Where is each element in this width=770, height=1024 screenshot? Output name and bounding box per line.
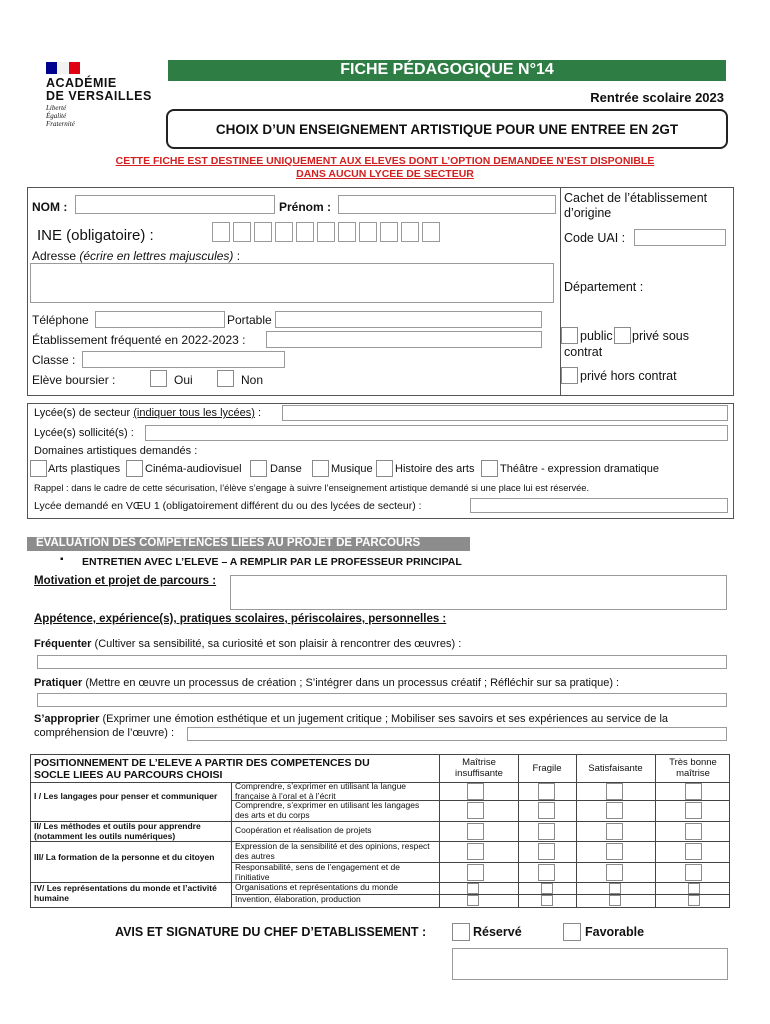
rating-checkbox[interactable] [538, 783, 555, 800]
logo [46, 62, 156, 132]
arts-plastiques-checkbox[interactable] [30, 460, 47, 477]
item-3-2: Responsabilité, sens de l’engagement et de l’initiative [235, 862, 400, 882]
musique-checkbox[interactable] [312, 460, 329, 477]
col-maitrise-insuffisante: Maîtrise insuffisante [455, 757, 503, 779]
sapproprier-text: (Exprimer une émotion esthétique et un jugement critique ; Mobiliser ses savoirs et ses expériences au service de la [99, 713, 669, 725]
lycee-secteur-hint: (indiquer tous les lycées) [133, 407, 255, 419]
rating-checkbox[interactable] [467, 895, 479, 906]
nom-label: NOM : [32, 200, 68, 214]
domaine-histoire-arts: Histoire des arts [395, 463, 475, 475]
rating-checkbox[interactable] [606, 783, 623, 800]
ine-char-box[interactable] [359, 222, 377, 242]
rating-checkbox[interactable] [467, 802, 484, 819]
rating-checkbox[interactable] [467, 883, 479, 894]
rating-checkbox[interactable] [467, 843, 484, 860]
code-uai-field[interactable] [634, 229, 726, 246]
ine-char-box[interactable] [401, 222, 419, 242]
prive-hors-label: privé hors contrat [580, 369, 677, 383]
rating-checkbox[interactable] [467, 864, 484, 881]
item-4-1: Organisations et représentations du monde [235, 882, 399, 892]
oui-label: Oui [174, 373, 193, 387]
domaine-danse: Danse [270, 463, 302, 475]
col-tres-bonne: Très bonne maîtrise [669, 757, 717, 779]
lycee-secteur-label [34, 407, 261, 419]
telephone-field[interactable] [95, 311, 225, 328]
pratiquer-label [34, 677, 619, 689]
domaine-arts-plastiques: Arts plastiques [48, 463, 121, 475]
school-year: Rentrée scolaire 2023 [590, 90, 724, 105]
lycee-secteur-text: Lycée(s) de secteur [34, 407, 131, 419]
socle-header-2: SOCLE LIEES AU PARCOURS CHOISI [34, 769, 223, 781]
cinema-checkbox[interactable] [126, 460, 143, 477]
telephone-label: Téléphone [32, 313, 89, 327]
voeu1-label: Lycée demandé en VŒU 1 (obligatoirement différent du ou des lycées de secteur) : [34, 500, 422, 512]
sapproprier-label [34, 713, 668, 725]
adresse-field[interactable] [30, 263, 554, 303]
rating-checkbox[interactable] [606, 823, 623, 840]
adresse-hint: (écrire en lettres majuscules) [79, 249, 234, 263]
public-checkbox[interactable] [561, 327, 578, 344]
prive-hors-contrat-checkbox[interactable] [561, 367, 578, 384]
non-label: Non [241, 373, 264, 387]
etablissement-label: Établissement fréquenté en 2022-2023 : [32, 333, 246, 347]
favorable-checkbox[interactable] [563, 923, 581, 941]
frequenter-label [34, 638, 461, 650]
favorable-label: Favorable [585, 925, 645, 939]
appetence-label: Appétence, expérience(s), pratiques scolaires, périscolaires, personnelles : [34, 613, 447, 625]
rating-checkbox[interactable] [538, 802, 555, 819]
item-1-2: Comprendre, s’exprimer en utilisant les langages des arts et du corps [235, 800, 420, 820]
boursier-label: Elève boursier : [32, 373, 116, 387]
notice-line1: CETTE FICHE EST DESTINEE UNIQUEMENT AUX ELEVES DONT L’OPTION DEMANDEE N’EST DISPONIBLE [115, 155, 655, 167]
sapproprier-label-2: compréhension de l’œuvre) : [34, 727, 175, 739]
item-3-1: Expression de la sensibilité et des opinions, respect des autres [235, 841, 430, 861]
histoire-arts-checkbox[interactable] [376, 460, 393, 477]
marianne-logo-icon [46, 62, 80, 74]
logo-motto-2: Égalité [46, 112, 67, 120]
danse-checkbox[interactable] [250, 460, 267, 477]
departement-label: Département : [564, 280, 644, 294]
code-uai-label: Code UAI : [564, 231, 626, 245]
col-satisfaisante: Satisfaisante [588, 763, 643, 774]
identity-divider [560, 187, 561, 396]
rating-checkbox[interactable] [688, 895, 700, 906]
rating-checkbox[interactable] [541, 883, 553, 894]
cachet-label-1: Cachet de l’établissement [564, 191, 708, 205]
signature-field[interactable] [452, 948, 728, 980]
rating-checkbox[interactable] [467, 783, 484, 800]
lycee-sollicite-label: Lycée(s) sollicité(s) : [34, 427, 134, 439]
bullet: ▪ [60, 554, 64, 565]
rating-checkbox[interactable] [685, 864, 702, 881]
voeu1-field[interactable] [470, 498, 728, 513]
ine-char-box[interactable] [275, 222, 293, 242]
pratiquer-field[interactable] [37, 693, 727, 707]
adresse-label-text: Adresse [32, 249, 77, 263]
prive-sous-contrat-checkbox[interactable] [614, 327, 631, 344]
rating-checkbox[interactable] [541, 895, 553, 906]
rating-checkbox[interactable] [538, 843, 555, 860]
etablissement-field[interactable] [266, 331, 542, 348]
entretien-label: ENTRETIEN AVEC L’ELEVE – A REMPLIR PAR LE PROFESSEUR PRINCIPAL [82, 556, 462, 568]
theatre-checkbox[interactable] [481, 460, 498, 477]
adresse-label [32, 249, 240, 263]
socle-header-1: POSITIONNEMENT DE L’ELEVE A PARTIR DES COMPETENCES DU [34, 757, 370, 769]
ine-char-box[interactable] [233, 222, 251, 242]
ine-char-box[interactable] [422, 222, 440, 242]
notice-line2: DANS AUCUN LYCEE DE SECTEUR [296, 168, 474, 180]
rating-checkbox[interactable] [538, 823, 555, 840]
prenom-label: Prénom : [279, 200, 332, 214]
rating-checkbox[interactable] [606, 864, 623, 881]
lycee-sollicite-field[interactable] [145, 425, 728, 441]
ine-char-box[interactable] [317, 222, 335, 242]
ine-char-box[interactable] [338, 222, 356, 242]
classe-label: Classe : [32, 353, 76, 367]
logo-motto-1: Liberté [46, 104, 67, 112]
sapproprier-title: S’approprier [34, 713, 100, 725]
rating-checkbox[interactable] [467, 823, 484, 840]
item-2-1: Coopération et réalisation de projets [235, 825, 372, 835]
domaine-theatre: Théâtre - expression dramatique [500, 463, 659, 475]
domaines-label: Domaines artistiques demandés : [34, 445, 198, 457]
rappel-text: Rappel : dans le cadre de cette sécurisation, l’élève s’engage à suivre l’enseignement artistique demandé si une place lui est réservée. [34, 483, 590, 493]
rating-checkbox[interactable] [688, 883, 700, 894]
reserve-label: Réservé [473, 925, 522, 939]
lycee-secteur-field[interactable] [282, 405, 728, 421]
logo-line1: ACADÉMIE [46, 76, 117, 90]
item-1-1: Comprendre, s’exprimer en utilisant la langue française à l’oral et à l’écrit [235, 781, 407, 801]
cachet-label-2: d’origine [564, 206, 612, 220]
pratiquer-title: Pratiquer [34, 677, 83, 689]
reserve-checkbox[interactable] [452, 923, 470, 941]
ine-char-box[interactable] [380, 222, 398, 242]
logo-line2: DE VERSAILLES [46, 89, 152, 103]
frequenter-text: (Cultiver sa sensibilité, sa curiosité et son plaisir à rencontrer des œuvres) : [91, 638, 462, 650]
subtitle: CHOIX D’UN ENSEIGNEMENT ARTISTIQUE POUR UNE ENTREE EN 2GT [215, 122, 679, 137]
evaluation-title: EVALUATION DES COMPETENCES LIEES AU PROJET DE PARCOURS [36, 537, 421, 549]
col-fragile: Fragile [532, 763, 562, 774]
portable-label: Portable [227, 313, 272, 327]
rating-checkbox[interactable] [538, 864, 555, 881]
ine-char-box[interactable] [212, 222, 230, 242]
prive-sous-label: privé sous [632, 329, 689, 343]
nom-field[interactable] [75, 195, 275, 214]
rating-checkbox[interactable] [685, 802, 702, 819]
boursier-oui-checkbox[interactable] [150, 370, 167, 387]
classe-field[interactable] [82, 351, 285, 368]
sapproprier-field[interactable] [187, 727, 727, 741]
group-2-title: II/ Les méthodes et outils pour apprendre (notamment les outils numériques) [34, 821, 201, 841]
rating-checkbox[interactable] [609, 895, 621, 906]
public-label: public [580, 329, 613, 343]
rating-checkbox[interactable] [609, 883, 621, 894]
socle-table [30, 754, 730, 908]
ine-char-box[interactable] [296, 222, 314, 242]
motivation-field[interactable] [230, 575, 727, 610]
rating-checkbox[interactable] [685, 823, 702, 840]
rating-checkbox[interactable] [606, 802, 623, 819]
ine-label: INE (obligatoire) : [37, 227, 154, 244]
lycee-secteur-colon: : [254, 407, 262, 419]
frequenter-title: Fréquenter [34, 638, 92, 650]
boursier-non-checkbox[interactable] [217, 370, 234, 387]
rating-checkbox[interactable] [606, 843, 623, 860]
logo-motto-3: Fraternité [46, 120, 75, 128]
item-4-2: Invention, élaboration, production [235, 894, 361, 904]
page-title: FICHE PÉDAGOGIQUE N°14 [340, 61, 554, 78]
prenom-field[interactable] [338, 195, 556, 214]
domaine-cinema: Cinéma-audiovisuel [145, 463, 242, 475]
portable-field[interactable] [275, 311, 542, 328]
pratiquer-text: (Mettre en œuvre un processus de création ; S’intégrer dans un processus créatif ; Réfléchir sur sa pratique) : [82, 677, 620, 689]
frequenter-field[interactable] [37, 655, 727, 669]
avis-label: AVIS ET SIGNATURE DU CHEF D’ETABLISSEMENT : [115, 925, 427, 939]
group-3-title: III/ La formation de la personne et du citoyen [34, 852, 215, 862]
ine-char-box[interactable] [254, 222, 272, 242]
rating-checkbox[interactable] [685, 843, 702, 860]
group-4-title: IV/ Les représentations du monde et l’activité humaine [34, 883, 217, 903]
domaine-musique: Musique [331, 463, 373, 475]
adresse-colon: : [233, 249, 241, 263]
motivation-label: Motivation et projet de parcours : [34, 575, 217, 587]
group-1-title: I / Les langages pour penser et communiquer [34, 791, 218, 801]
contrat-label: contrat [564, 345, 603, 359]
rating-checkbox[interactable] [685, 783, 702, 800]
